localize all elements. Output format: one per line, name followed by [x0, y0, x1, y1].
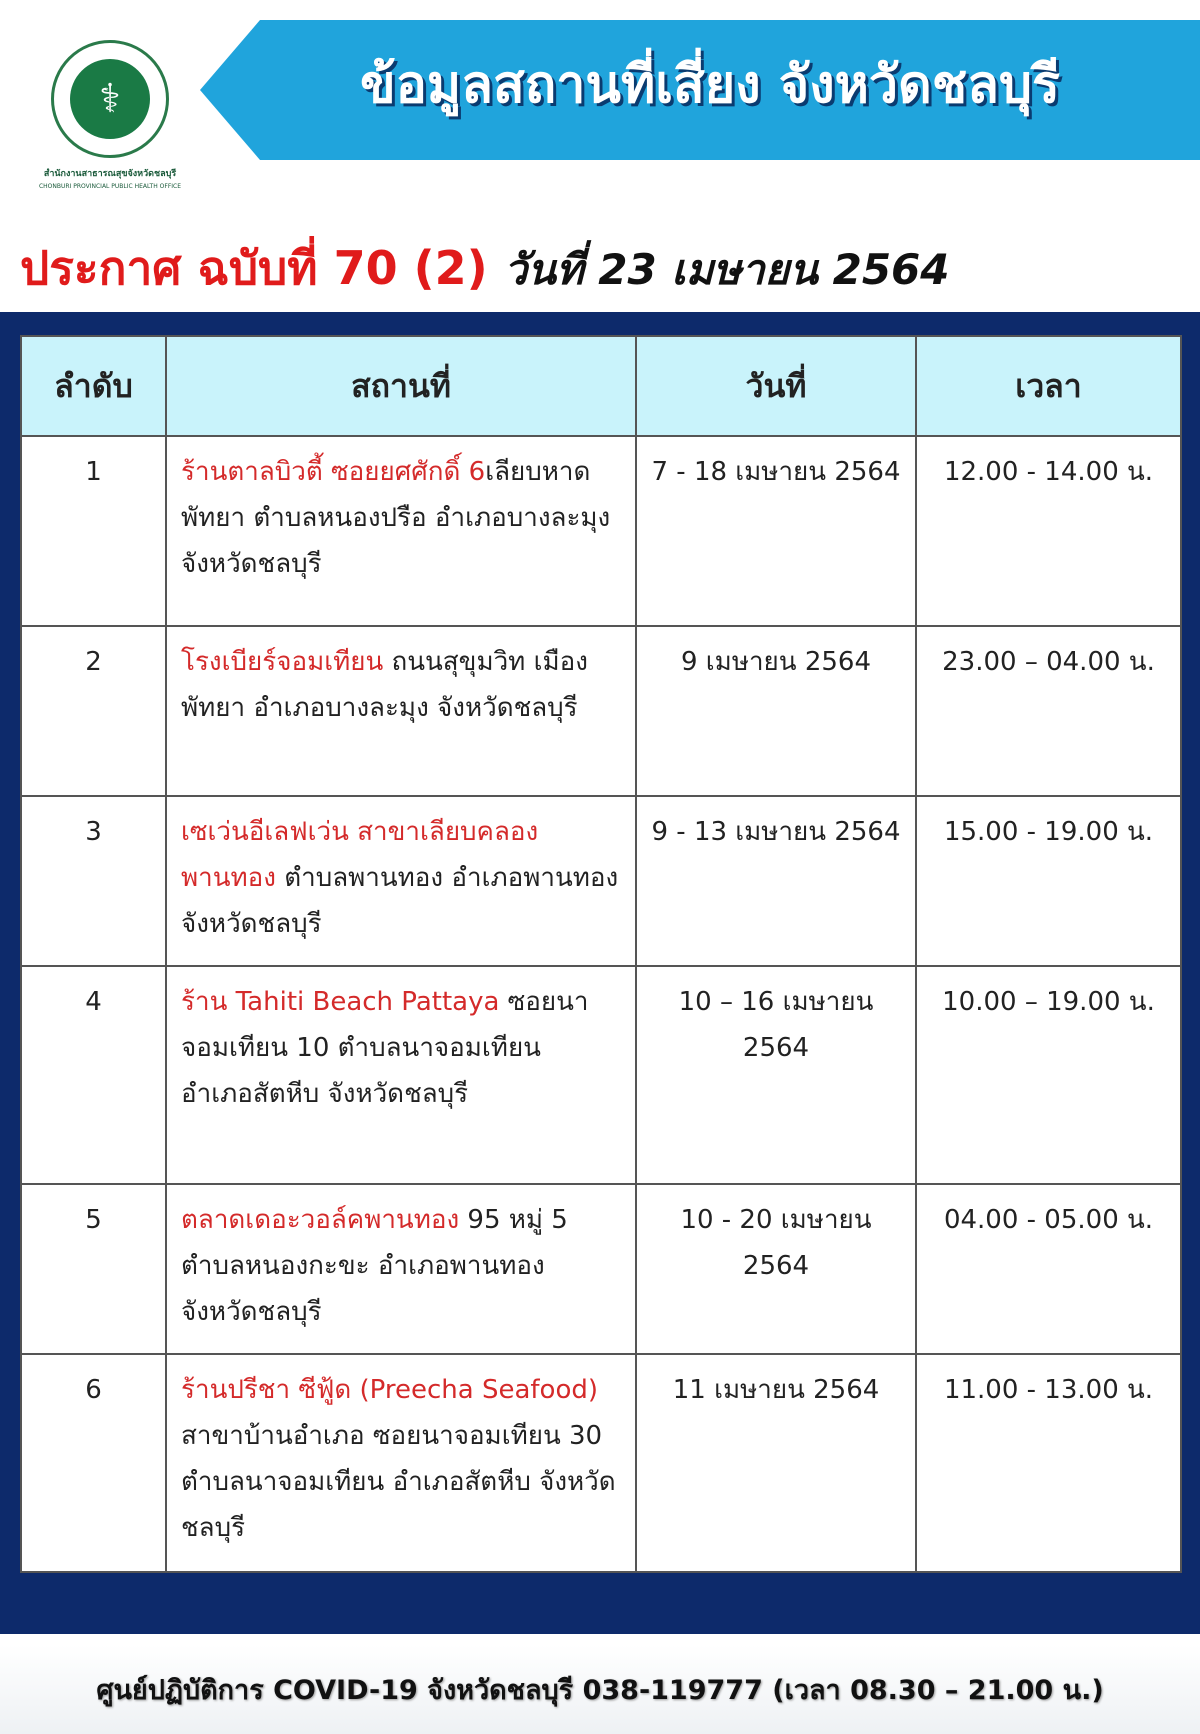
row-date: 10 - 20 เมษายน 2564 — [636, 1184, 916, 1354]
row-date: 7 - 18 เมษายน 2564 — [636, 436, 916, 626]
row-date: 11 เมษายน 2564 — [636, 1354, 916, 1572]
header-date: วันที่ — [636, 336, 916, 436]
row-time: 15.00 - 19.00 น. — [916, 796, 1181, 966]
header-time: เวลา — [916, 336, 1181, 436]
place-name: เซเว่นอีเลฟเว่น สาขาเลียบคลองพานทอง — [181, 817, 539, 893]
announcement-title — [20, 232, 950, 305]
row-place — [166, 1184, 636, 1354]
place-detail: สาขาบ้านอำเภอ ซอยนาจอมเทียน 30 ตำบลนาจอมเทียน อำเภอสัตหีบ จังหวัดชลบุรี — [181, 1421, 616, 1543]
row-number: 1 — [21, 436, 166, 626]
row-time: 10.00 – 19.00 น. — [916, 966, 1181, 1184]
table-row — [21, 796, 1181, 966]
place-detail: ซอยนาจอมเทียน 10 ตำบลนาจอมเทียน อำเภอสัตหีบ จังหวัดชลบุรี — [181, 987, 589, 1109]
row-place — [166, 626, 636, 796]
row-place — [166, 1354, 636, 1572]
table-row — [21, 436, 1181, 626]
risk-locations-table — [20, 335, 1182, 1573]
place-name: โรงเบียร์จอมเทียน — [181, 647, 384, 677]
row-place — [166, 436, 636, 626]
row-time: 12.00 - 14.00 น. — [916, 436, 1181, 626]
row-number: 2 — [21, 626, 166, 796]
row-place — [166, 796, 636, 966]
row-date: 9 - 13 เมษายน 2564 — [636, 796, 916, 966]
row-place — [166, 966, 636, 1184]
place-detail: 95 หมู่ 5 ตำบลหนองกะขะ อำเภอพานทอง จังหวัดชลบุรี — [181, 1205, 568, 1327]
row-time: 04.00 - 05.00 น. — [916, 1184, 1181, 1354]
row-number: 5 — [21, 1184, 166, 1354]
place-name: ร้านปรีชา ซีฟู้ด (Preecha Seafood) — [181, 1375, 599, 1405]
ministry-logo — [20, 30, 200, 190]
table-row — [21, 1354, 1181, 1572]
row-date: 9 เมษายน 2564 — [636, 626, 916, 796]
announcement-number: ประกาศ ฉบับที่ 70 (2) — [20, 241, 488, 295]
row-time: 11.00 - 13.00 น. — [916, 1354, 1181, 1572]
row-number: 6 — [21, 1354, 166, 1572]
row-number: 4 — [21, 966, 166, 1184]
ministry-seal-icon: ⚕ — [51, 40, 169, 158]
header-place: สถานที่ — [166, 336, 636, 436]
place-name: ตลาดเดอะวอล์คพานทอง — [181, 1205, 460, 1235]
row-number: 3 — [21, 796, 166, 966]
announcement-date: วันที่ 23 เมษายน 2564 — [503, 245, 950, 294]
place-detail: ตำบลพานทอง อำเภอพานทอง จังหวัดชลบุรี — [181, 863, 619, 939]
logo-org-th: สำนักงานสาธารณสุขจังหวัดชลบุรี — [43, 169, 177, 179]
place-detail: ถนนสุขุมวิท เมืองพัทยา อำเภอบางละมุง จังหวัดชลบุรี — [181, 647, 588, 723]
table-row — [21, 1184, 1181, 1354]
table-row — [21, 626, 1181, 796]
row-time: 23.00 – 04.00 น. — [916, 626, 1181, 796]
place-detail: เลียบหาดพัทยา ตำบลหนองปรือ อำเภอบางละมุง จังหวัดชลบุรี — [181, 457, 611, 579]
row-date: 10 – 16 เมษายน 2564 — [636, 966, 916, 1184]
table-row — [21, 966, 1181, 1184]
footer-contact: ศูนย์ปฏิบัติการ COVID-19 จังหวัดชลบุรี 038-119777 (เวลา 08.30 – 21.00 น.) — [0, 1645, 1200, 1734]
place-name: ร้านตาลบิวตี้ ซอยยศศักดิ์ 6 — [181, 457, 486, 487]
header-no: ลำดับ — [21, 336, 166, 436]
logo-org-en: CHONBURI PROVINCIAL PUBLIC HEALTH OFFICE — [38, 183, 182, 190]
place-name: ร้าน Tahiti Beach Pattaya — [181, 987, 500, 1017]
banner-title: ข้อมูลสถานที่เสี่ยง จังหวัดชลบุรี — [360, 55, 1060, 115]
